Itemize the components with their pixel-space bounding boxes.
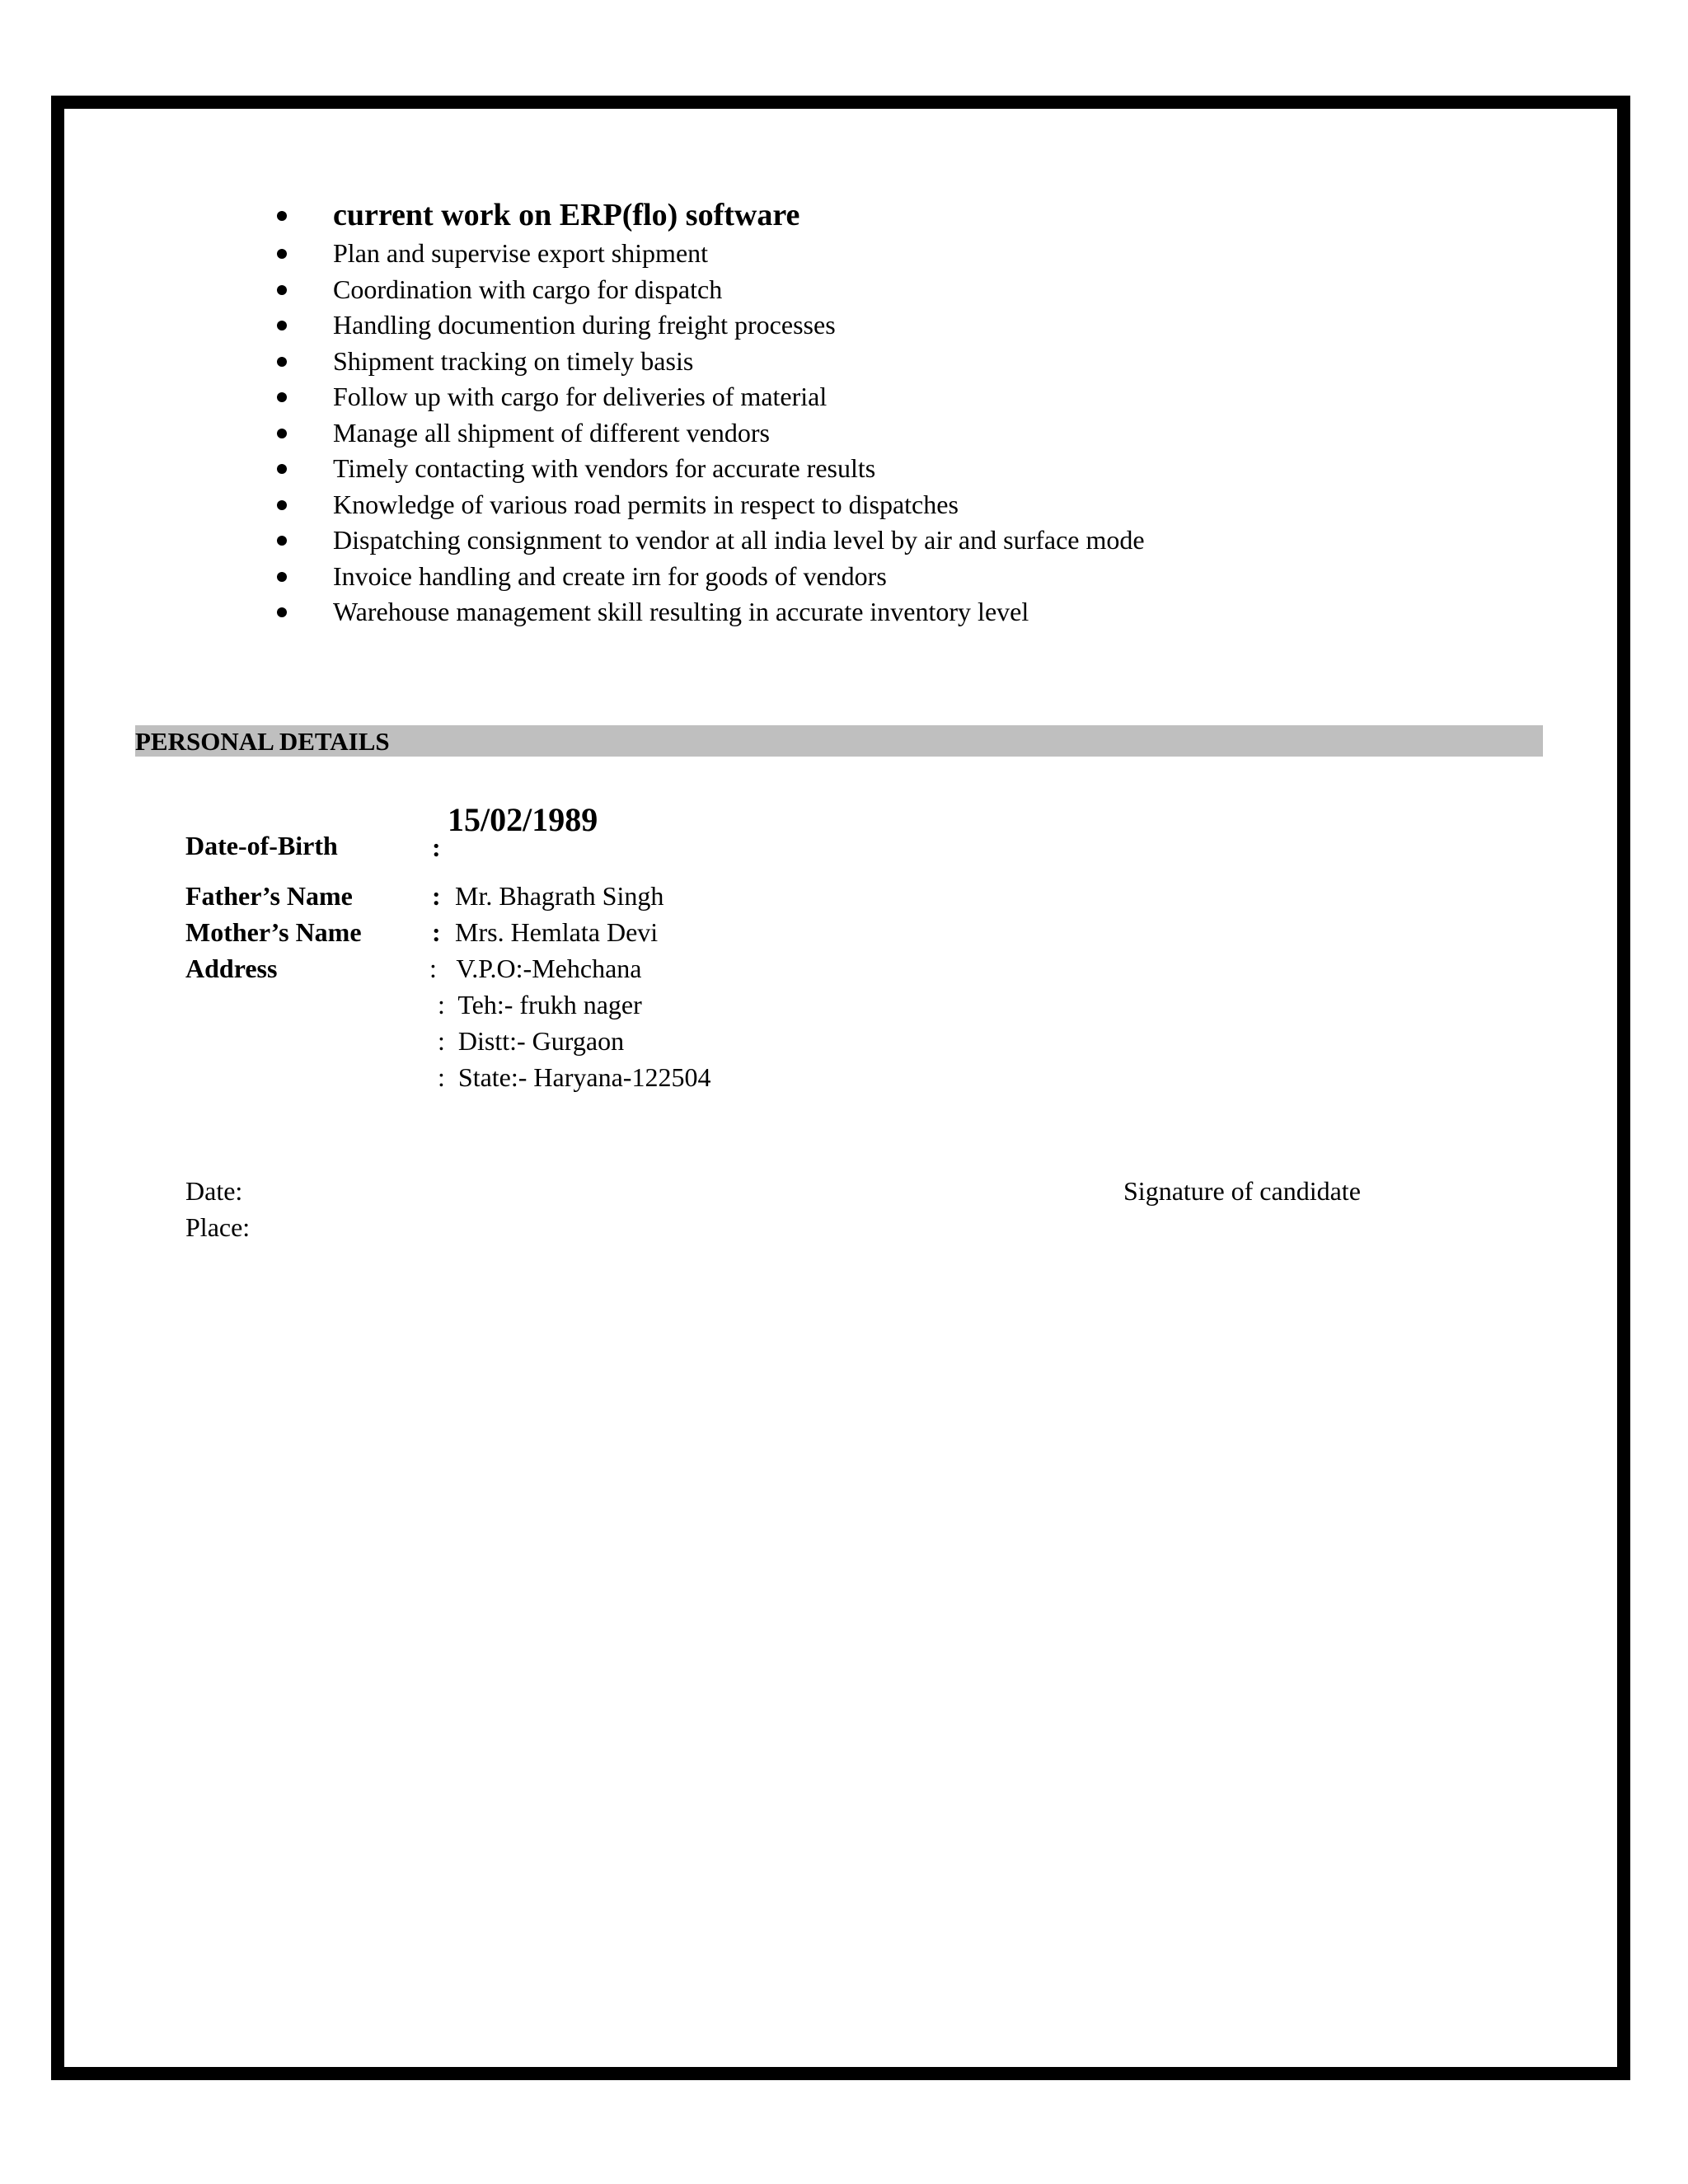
address-line: : State:- Haryana-122504 [438,1062,711,1092]
dob-label: Date-of-Birth [185,831,338,860]
bullet-icon [277,392,287,402]
list-item-text: current work on ERP(flo) software [333,198,800,232]
address-line: : Teh:- frukh nager [438,990,642,1019]
mother-name-label: Mother’s Name [185,917,362,947]
address-label: Address [185,954,278,983]
bullet-icon [277,429,287,438]
list-item-text: Warehouse management skill resulting in accurate inventory level [333,597,1029,626]
bullet-icon [277,500,287,510]
dob-colon: : [432,832,441,862]
page-border [51,96,1630,2080]
list-item-text: Invoice handling and create irn for goods of vendors [333,560,887,591]
father-name-colon: : [432,881,441,911]
list-item-text: Plan and supervise export shipment [333,238,709,268]
bullet-icon [277,285,287,295]
mother-name-value: Mrs. Hemlata Devi [455,917,659,947]
bullet-icon [277,607,287,617]
address-line: : Distt:- Gurgaon [438,1026,625,1056]
bullet-icon [277,357,287,367]
date-label: Date: [185,1176,243,1206]
list-item-text: Handling documention during freight processes [333,310,836,340]
address-line: : V.P.O:-Mehchana [429,954,642,983]
list-item-text: Follow up with cargo for deliveries of material [333,382,828,411]
place-label: Place: [185,1212,251,1242]
list-item-text: Manage all shipment of different vendors [333,417,770,448]
list-item-text: Knowledge of various road permits in respect to dispatches [333,489,959,519]
bullet-icon [277,249,287,259]
bullet-icon [277,536,287,546]
list-item-text: Coordination with cargo for dispatch [333,274,723,304]
mother-name-colon: : [432,917,441,947]
list-item-text: Dispatching consignment to vendor at all india level by air and surface mode [333,525,1145,555]
list-item-text: Shipment tracking on timely basis [333,345,694,376]
dob-value: 15/02/1989 [448,801,598,838]
signature-label: Signature of candidate [1123,1176,1361,1206]
section-title: PERSONAL DETAILS [135,727,390,756]
bullet-icon [277,321,287,330]
list-item-text: Timely contacting with vendors for accurate results [333,453,876,483]
section-header-bar [135,725,1543,757]
father-name-label: Father’s Name [185,881,353,911]
father-name-value: Mr. Bhagrath Singh [455,881,664,911]
bullet-icon [277,572,287,582]
bullet-icon [277,211,287,221]
bullet-icon [277,464,287,474]
